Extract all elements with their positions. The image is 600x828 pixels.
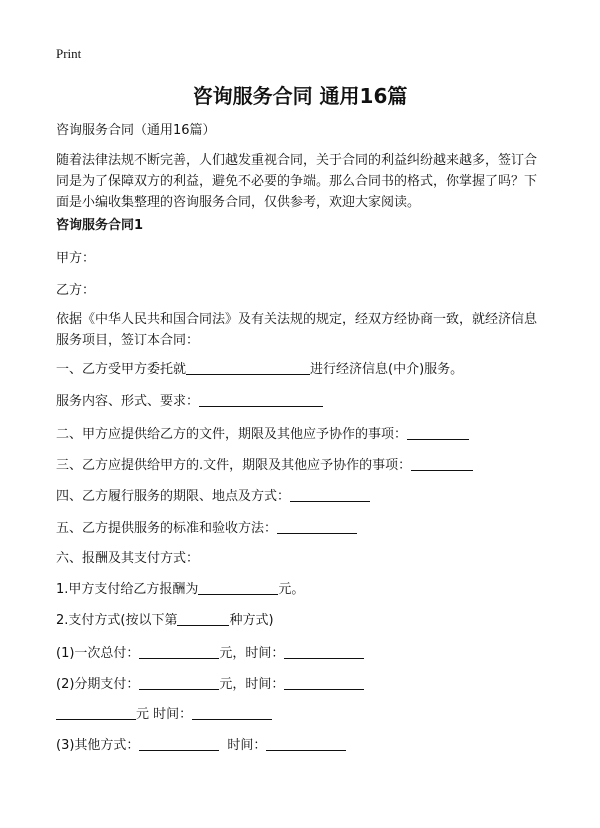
payment-amount <box>56 580 304 600</box>
blank-field[interactable] <box>139 675 219 690</box>
party-a-label: 甲方： <box>56 251 96 266</box>
option-2-label: (2)分期支付： <box>56 677 140 692</box>
blank-field[interactable] <box>290 487 370 502</box>
clause-1-text: 一、乙方受甲方委托就 <box>56 362 187 377</box>
payment-amount-text: 1.甲方支付给乙方报酬为 <box>56 582 199 597</box>
payment-method-text: 2.支付方式(按以下第 <box>56 613 178 628</box>
party-b-label: 乙方： <box>56 283 96 298</box>
option-1 <box>56 644 364 664</box>
document-title: 咨询服务合同 通用16篇 <box>192 84 408 108</box>
section-heading: 咨询服务合同1 <box>56 218 144 233</box>
clause-1 <box>56 360 463 380</box>
blank-field[interactable] <box>407 425 469 440</box>
option-2-continued <box>56 705 272 725</box>
blank-field[interactable] <box>284 644 364 659</box>
option-1-label: (1)一次总付： <box>56 646 140 661</box>
print-link[interactable]: Print <box>56 46 82 61</box>
blank-field[interactable] <box>192 705 272 720</box>
payment-method-text-end: 种方式) <box>229 613 274 628</box>
blank-field[interactable] <box>186 360 310 375</box>
option-3 <box>56 736 346 756</box>
option-2 <box>56 675 364 695</box>
clause-2 <box>56 425 469 445</box>
clause-4 <box>56 487 370 507</box>
blank-field[interactable] <box>198 580 278 595</box>
basis-paragraph: 依据《中华人民共和国合同法》及有关法规的规定，经双方经协商一致，就经济信息服务项目，签订本合同： <box>56 312 538 348</box>
blank-field[interactable] <box>411 456 473 471</box>
option-1-mid: 元，时间： <box>219 646 285 661</box>
clause-3 <box>56 456 473 476</box>
payment-amount-unit: 元。 <box>278 582 305 597</box>
blank-field[interactable] <box>277 519 357 534</box>
option-2-mid: 元，时间： <box>219 677 285 692</box>
blank-field[interactable] <box>139 736 219 751</box>
clause-5-text: 五、乙方提供服务的标准和验收方法： <box>56 521 278 536</box>
service-content <box>56 392 323 412</box>
clause-1-text-end: 进行经济信息(中介)服务。 <box>310 362 464 377</box>
blank-field[interactable] <box>139 644 219 659</box>
blank-field[interactable] <box>266 736 346 751</box>
clause-5 <box>56 519 357 539</box>
blank-field[interactable] <box>56 705 136 720</box>
clause-2-text: 二、甲方应提供给乙方的文件，期限及其他应予协作的事项： <box>56 427 408 442</box>
blank-field[interactable] <box>284 675 364 690</box>
blank-field[interactable] <box>199 392 323 407</box>
clause-3-text: 三、乙方应提供给甲方的.文件，期限及其他应予协作的事项： <box>56 458 412 473</box>
clause-4-text: 四、乙方履行服务的期限、地点及方式： <box>56 489 291 504</box>
payment-method <box>56 611 274 631</box>
blank-field[interactable] <box>177 611 229 626</box>
document-subtitle: 咨询服务合同（通用16篇） <box>56 123 216 138</box>
service-content-label: 服务内容、形式、要求： <box>56 394 200 409</box>
option-3-mid: 时间： <box>227 738 267 753</box>
option-2-cont-mid: 元 时间： <box>136 707 193 722</box>
intro-paragraph: 随着法律法规不断完善，人们越发重视合同，关于合同的利益纠纷越来越多，签订合同是为了保障双方的利益，避免不必要的争端。那么合同书的格式，你掌握了吗？下面是小编收集整理的咨询服务合同，仅供参考，欢迎大家阅读。 <box>56 153 538 210</box>
clause-6: 六、报酬及其支付方式： <box>56 551 200 566</box>
option-3-label: (3)其他方式： <box>56 738 140 753</box>
